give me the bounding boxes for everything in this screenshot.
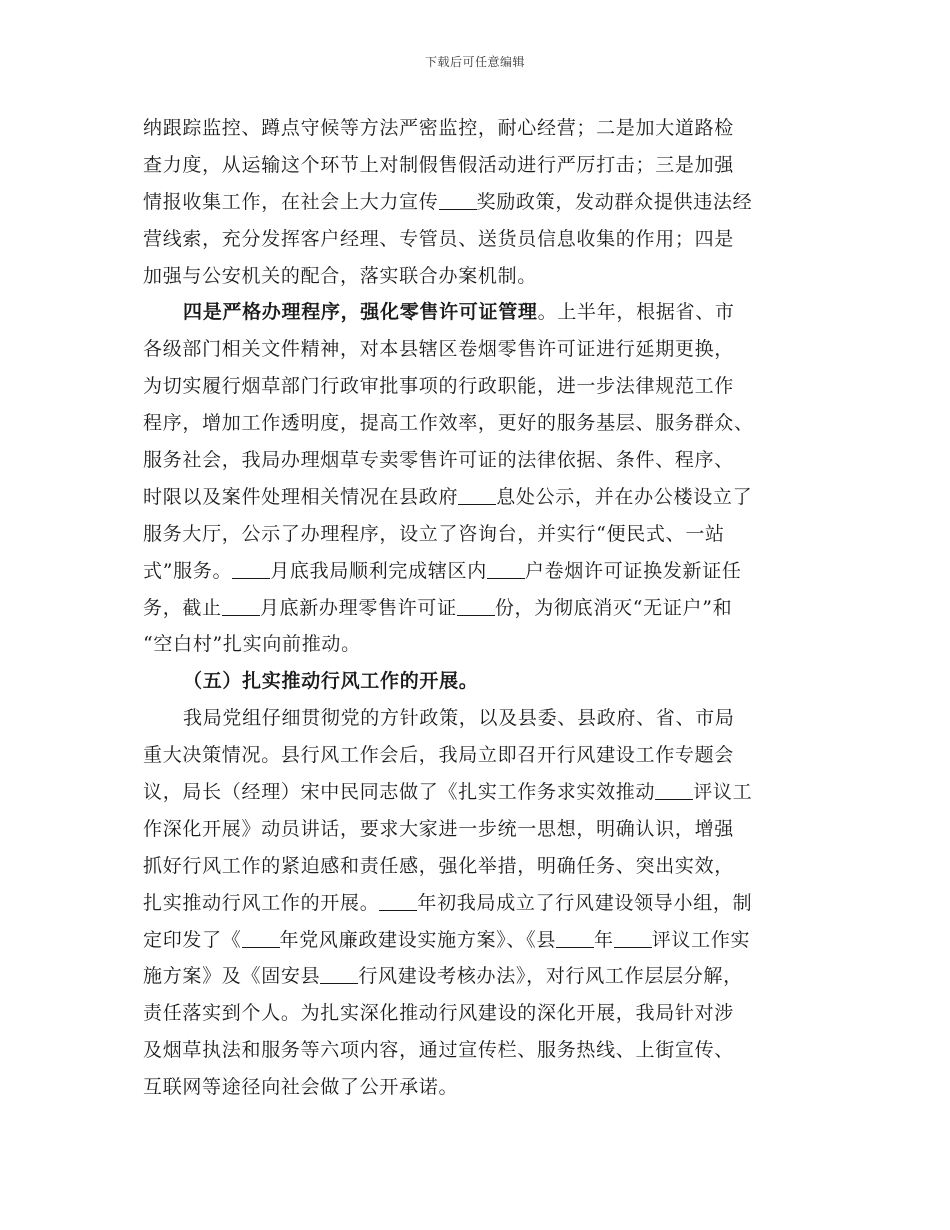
text-line: 互联网等途径向社会做了公开承诺。 [143, 1076, 459, 1099]
text-line: 查力度，从运输这个环节上对制假售假活动进行严厉打击；三是加强 [143, 153, 735, 176]
text-line: 我局党组仔细贯彻党的方针政策，以及县委、县政府、省、市局 [183, 707, 735, 730]
text-line: 服务社会，我局办理烟草专卖零售许可证的法律依据、条件、程序、 [143, 449, 735, 472]
text-line: 营线索，充分发挥客户经理、专管员、送货员信息收集的作用；四是 [143, 227, 735, 250]
text-line: 时限以及案件处理相关情况在县政府 息处公示，并在办公楼设立了 [143, 485, 753, 508]
blank-underline [222, 597, 260, 616]
text-line: 加强与公安机关的配合，落实联合办案机制。 [143, 264, 538, 287]
text-line: 作深化开展》动员讲话，要求大家进一步统一思想，明确认识，增强 [143, 817, 735, 840]
text-line: 定印发了《 年党风廉政建设实施方案》、《县 年 评议工作实 [143, 928, 751, 951]
blank-underline [556, 929, 594, 948]
text-line: 扎实推动行风工作的开展。 年初我局成立了行风建设领导小组，制 [143, 891, 753, 914]
blank-underline [614, 929, 652, 948]
blank-underline [320, 965, 358, 984]
blank-underline [457, 597, 495, 616]
paragraph-heading-line: 四是严格办理程序，强化零售许可证管理。上半年，根据省、市 [183, 301, 735, 324]
text-line: 及烟草执法和服务等六项内容，通过宣传栏、服务热线、上街宣传、 [143, 1039, 735, 1062]
text-line: 情报收集工作，在社会上大力宣传 奖励政策，发动群众提供违法经 [143, 190, 753, 213]
blank-underline [458, 486, 496, 505]
text-line: 重大决策情况。县行风工作会后，我局立即召开行风建设工作专题会 [143, 744, 735, 767]
blank-underline [232, 560, 270, 579]
document-body [143, 110, 811, 1106]
blank-underline [439, 191, 477, 210]
blank-underline [655, 781, 693, 800]
page-header: 下载后可任意编辑 [424, 55, 525, 69]
bold-lead: 四是严格办理程序，强化零售许可证管理 [183, 301, 538, 324]
text-line: 责任落实到个人。为扎实深化推动行风建设的深化开展，我局针对涉 [143, 1002, 735, 1025]
text-line: 服务大厅，公示了办理程序，设立了咨询台，并实行“便民式、一站 [143, 522, 725, 545]
text-line: 纳跟踪监控、蹲点守候等方法严密监控，耐心经营；二是加大道路检 [143, 117, 735, 139]
blank-underline [242, 929, 280, 948]
text-line: 各级部门相关文件精神，对本县辖区卷烟零售许可证进行延期更换， [143, 338, 735, 361]
text-line: 程序，增加工作透明度，提高工作效率，更好的服务基层、服务群众、 [143, 412, 754, 435]
section-heading: （五）扎实推动行风工作的开展。 [183, 670, 479, 693]
text-line: 议，局长（经理）宋中民同志做了《扎实工作务求实效推动 评议工 [143, 781, 753, 804]
text-line: “空白村”扎实向前推动。 [143, 633, 361, 656]
text-line: 式”服务。 月底我局顺利完成辖区内 户卷烟许可证换发新证任 [143, 559, 742, 582]
blank-underline [379, 892, 417, 911]
text-line: 施方案》及《固安县 行风建设考核办法》，对行风工作层层分解， [143, 965, 743, 988]
text-line: 务，截止 月底新办理零售许可证 份，为彻底消灭“无证户”和 [143, 596, 733, 619]
text-line: 抓好行风工作的紧迫感和责任感，强化举措，明确任务、突出实效， [143, 854, 735, 877]
text-line: 为切实履行烟草部门行政审批事项的行政职能，进一步法律规范工作 [143, 375, 735, 398]
blank-underline [487, 560, 525, 579]
